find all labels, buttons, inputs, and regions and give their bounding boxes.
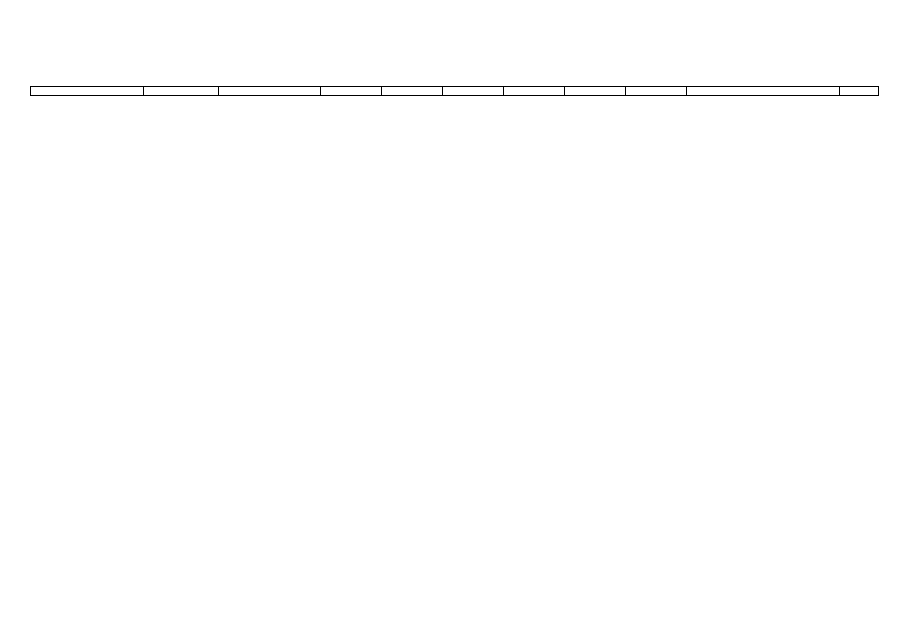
col-header (219, 87, 321, 96)
col-header (31, 87, 144, 96)
col-header (687, 87, 840, 96)
column-header-table (30, 86, 879, 96)
column-header-row (31, 87, 879, 96)
col-header (626, 87, 687, 96)
col-header (382, 87, 443, 96)
col-header (565, 87, 626, 96)
col-header (840, 87, 879, 96)
col-header (504, 87, 565, 96)
col-header (321, 87, 382, 96)
col-header (443, 87, 504, 96)
col-header (144, 87, 219, 96)
